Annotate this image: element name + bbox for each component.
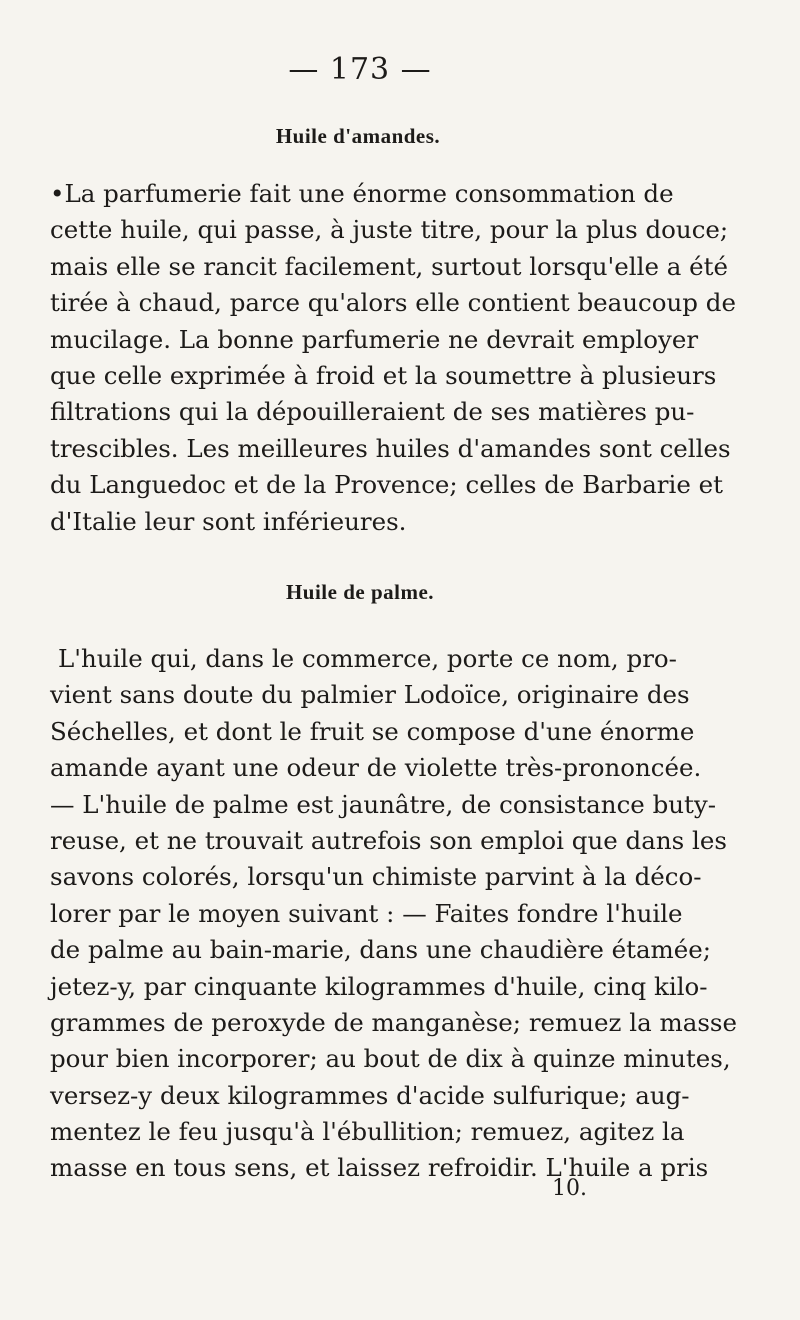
- text-line: L'huile qui, dans le commerce, porte ce nom, pro-: [58, 644, 677, 673]
- text-line: filtrations qui la dépouilleraient de ses matières pu-: [50, 397, 695, 427]
- text-line: versez-y deux kilogrammes d'acide sulfurique; aug-: [50, 1080, 690, 1110]
- text-line: amande ayant une odeur de violette très-prononcée.: [50, 753, 702, 783]
- page-number: — 173 —: [288, 52, 432, 87]
- text-line: du Languedoc et de la Provence; celles de Barbarie et: [50, 470, 723, 500]
- text-line: trescibles. Les meilleures huiles d'amandes sont celles: [50, 433, 731, 463]
- text-line: Séchelles, et dont le fruit se compose d'une énorme: [50, 716, 695, 746]
- section-heading-palm-oil: Huile de palme.: [285, 580, 435, 604]
- text-line: •La parfumerie fait une énorme consommation de: [50, 179, 674, 208]
- paragraph-palm-oil: [50, 641, 737, 1187]
- text-line: — L'huile de palme est jaunâtre, de consistance buty-: [50, 789, 716, 819]
- text-line: mentez le feu jusqu'à l'ébullition; remuez, agitez la: [50, 1117, 685, 1147]
- text-line: de palme au bain-marie, dans une chaudière étamée;: [50, 935, 712, 965]
- text-line: grammes de peroxyde de manganèse; remuez la masse: [50, 1007, 737, 1037]
- signature-mark: 10.: [552, 1176, 587, 1201]
- text-line: que celle exprimée à froid et la soumettre à plusieurs: [50, 360, 717, 390]
- text-line: vient sans doute du palmier Lodoïce, originaire des: [50, 680, 690, 710]
- text-line: jetez-y, par cinquante kilogrammes d'huile, cinq kilo-: [50, 971, 708, 1001]
- text-line: cette huile, qui passe, à juste titre, pour la plus douce;: [50, 215, 729, 245]
- text-line: reuse, et ne trouvait autrefois son emploi que dans les: [50, 825, 727, 855]
- text-line: savons colorés, lorsqu'un chimiste parvint à la déco-: [50, 862, 702, 892]
- text-line: mucilage. La bonne parfumerie ne devrait employer: [50, 324, 699, 354]
- text-line: tirée à chaud, parce qu'alors elle contient beaucoup de: [50, 288, 736, 318]
- text-line: lorer par le moyen suivant : — Faites fondre l'huile: [50, 898, 683, 928]
- section-heading-almond-oil: Huile d'amandes.: [275, 124, 441, 148]
- paragraph-almond-oil: [50, 176, 736, 540]
- text-line: mais elle se rancit facilement, surtout lorsqu'elle a été: [50, 251, 728, 281]
- text-line: d'Italie leur sont inférieures.: [50, 506, 407, 536]
- text-line: pour bien incorporer; au bout de dix à quinze minutes,: [50, 1044, 731, 1074]
- text-line: masse en tous sens, et laissez refroidir. L'huile a pris: [50, 1153, 709, 1183]
